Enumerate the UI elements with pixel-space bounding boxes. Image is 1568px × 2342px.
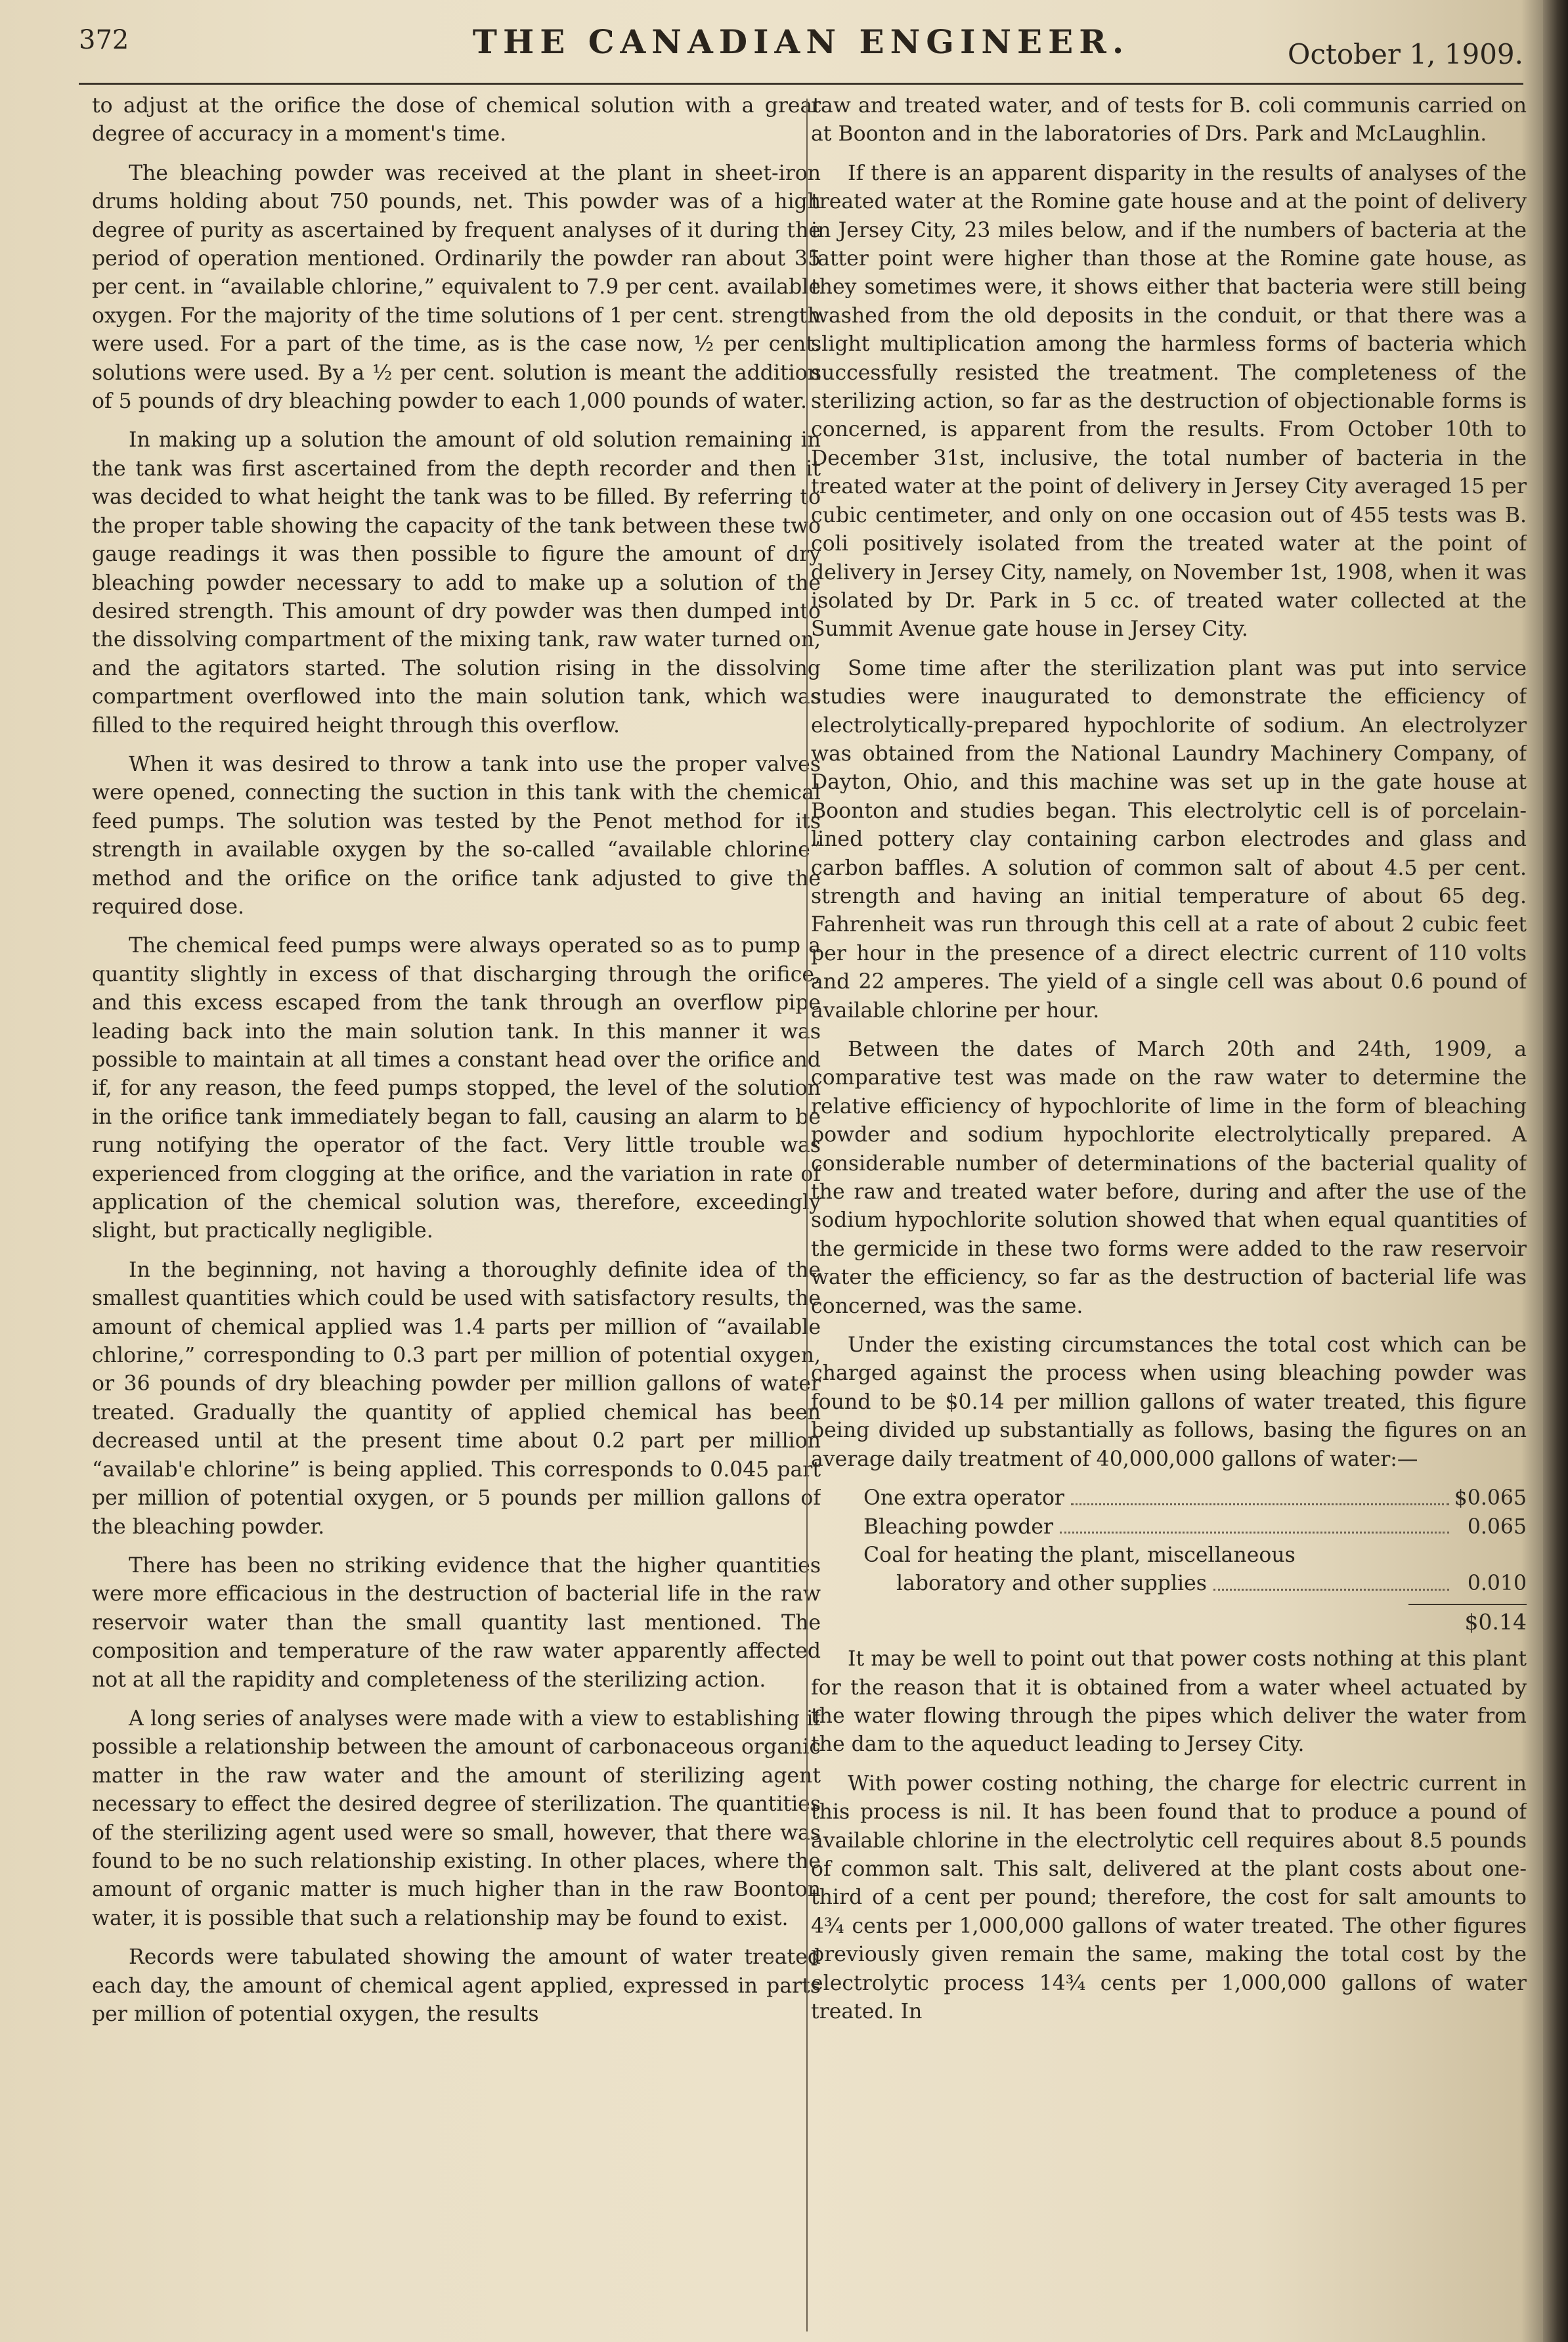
- paragraph: Under the existing circumstances the total cost which can be charged against the process when using bleaching powder was found to be $0.14 per million gallons of water treated, this figure being divided up substantially as follows, basing the figures on an average daily treatment of 40,000,000 gallons of water:—: [811, 1333, 1527, 1471]
- right-column: [811, 92, 1527, 2331]
- column-separator: [806, 99, 808, 2331]
- paragraph: A long series of analyses were made with a view to establishing if possible a relationship between the amount of carbonaceous organic matter in the raw water and the amount of sterilizing agent necessary to effect the desired degree of sterilization. The quantities of the sterilizing agent used were so small, however, that there was found to be no such relationship existing. In other places, where the amount of organic matter is much higher than in the raw Boonton water, it is possible that such a relationship may be found to exist.: [92, 1706, 821, 1930]
- paragraph: In making up a solution the amount of old solution remaining in the tank was first ascertained from the depth recorder and then it was decided to what height the tank was to be filled. By referring to the proper table showing the capacity of the tank between these two gauge readings it was then possible to figure the amount of dry bleaching powder necessary to add to make up a solution of the desired strength. This amount of dry powder was then dumped into the dissolving compartment of the mixing tank, raw water turned on, and the agitators started. The solution rising in the dissolving compartment overflowed into the main solution tank, which was filled to the required height through this overflow.: [92, 428, 821, 738]
- total-rule: [1408, 1604, 1527, 1605]
- cost-amount: $0.065: [1454, 1486, 1527, 1511]
- paragraph: raw and treated water, and of tests for B. coli communis carried on at Boonton and in the laboratories of Drs. Park and McLaughlin.: [811, 94, 1527, 146]
- paragraph: Between the dates of March 20th and 24th, 1909, a comparative test was made on the raw water to determine the relative efficiency of hypochlorite of lime in the form of bleaching powder and sodium hypochlorite electrolytically prepared. A considerable number of determinations of the bacterial quality of the raw and treated water before, during and after the use of the sodium hypochlorite solution showed that when equal quantities of the germicide in these two forms were added to the raw reservoir water the efficiency, so far as the destruction of bacterial life was concerned, was the same.: [811, 1038, 1527, 1318]
- cost-label: One extra operator: [863, 1486, 1064, 1511]
- cost-row: [811, 1541, 1527, 1570]
- header-rule: [79, 83, 1523, 85]
- cost-label: Coal for heating the plant, miscellaneous: [863, 1543, 1296, 1567]
- paragraph: There has been no striking evidence that the higher quantities were more efficacious in the destruction of bacterial life in the raw reservoir water than the small quantity last mentioned. The composition and temperature of the raw water apparently affected not at all the rapidity and completeness of the sterilizing action.: [92, 1553, 821, 1692]
- page-binding-shadow: [1543, 0, 1568, 2342]
- paragraph: It may be well to point out that power costs nothing at this plant for the reason that it is obtained from a water wheel actuated by the water flowing through the pipes which deliver the water from the dam to the aqueduct leading to Jersey City.: [811, 1647, 1527, 1757]
- paragraph: Some time after the sterilization plant was put into service studies were inaugurated to demonstrate the efficiency of electrolytically-prepared hypochlorite of sodium. An electrolyzer was obtained from the National Laundry Machinery Company, of Dayton, Ohio, and this machine was set up in the gate house at Boonton and studies began. This electrolytic cell is of porcelain-lined pottery clay containing carbon electrodes and glass and carbon baffles. A solution of common salt of about 4.5 per cent. strength and having an initial temperature of about 65 deg. Fahrenheit was run through this cell at a rate of about 2 cubic feet per hour in the presence of a direct electric current of 110 volts and 22 amperes. The yield of a single cell was about 0.6 pound of available chlorine per hour.: [811, 656, 1527, 1023]
- paragraph: With power costing nothing, the charge for electric current in this process is nil. It has been found that to produce a pound of available chlorine in the electrolytic cell requires about 8.5 pounds of common salt. This salt, delivered at the plant costs about one-third of a cent per pound; therefore, the cost for salt amounts to 4¾ cents per 1,000,000 gallons of water treated. The other figures previously given remain the same, making the total cost by the electrolytic process 14¾ cents per 1,000,000 gallons of water treated. In: [811, 1771, 1527, 2023]
- left-column: [92, 92, 821, 2331]
- dot-leader: [1071, 1503, 1449, 1505]
- cost-label: Bleaching powder: [863, 1514, 1054, 1539]
- cost-label-continued: laboratory and other supplies: [896, 1572, 1207, 1596]
- cost-row: [811, 1513, 1527, 1541]
- cost-row: [811, 1484, 1527, 1513]
- cost-amount: 0.065: [1467, 1514, 1527, 1539]
- paragraph: The chemical feed pumps were always operated so as to pump a quantity slightly in excess of that discharging through the orifice, and this excess escaped from the tank through an overflow pipe leading back into the main solution tank. In this manner it was possible to maintain at all times a constant head over the orifice and if, for any reason, the feed pumps stopped, the level of the solution in the orifice tank immediately began to fall, causing an alarm to be rung notifying the operator of the fact. Very little trouble was experienced from clogging at the orifice, and the variation in rate of application of the chemical solution was, therefore, exceedingly slight, but practically negligible.: [92, 934, 821, 1243]
- page-number: 372: [79, 25, 129, 55]
- cost-amount: 0.010: [1467, 1572, 1527, 1596]
- issue-date: October 1, 1909.: [1288, 38, 1523, 70]
- dot-leader: [1060, 1532, 1449, 1534]
- cost-total: $0.14: [1464, 1608, 1527, 1635]
- paragraph: to adjust at the orifice the dose of chemical solution with a great degree of accuracy in a moment's time.: [92, 94, 821, 146]
- paragraph: When it was desired to throw a tank into use the proper valves were opened, connecting the suction in this tank with the chemical feed pumps. The solution was tested by the Penot method for its strength in available oxygen by the so-called “available chlorine” method and the orifice on the orifice tank adjusted to give the required dose.: [92, 752, 821, 919]
- paragraph: The bleaching powder was received at the plant in sheet-iron drums holding about 750 pounds, net. This powder was of a high degree of purity as ascertained by frequent analyses of it during the period of operation mentioned. Ordinarily the powder ran about 35 per cent. in “available chlorine,” equivalent to 7.9 per cent. available oxygen. For the majority of the time solutions of 1 per cent. strength were used. For a part of the time, as is the case now, ½ per cent. solutions were used. By a ½ per cent. solution is meant the addition of 5 pounds of dry bleaching powder to each 1,000 pounds of water.: [92, 161, 821, 414]
- dot-leader: [1213, 1589, 1449, 1591]
- paragraph: If there is an apparent disparity in the results of analyses of the treated water at the Romine gate house and at the point of delivery in Jersey City, 23 miles below, and if the numbers of bacteria at the latter point were higher than those at the Romine gate house, as they sometimes were, it shows either that bacteria were still being washed from the old deposits in the conduit, or that there was a slight multiplication among the harmless forms of bacteria which successfully resisted the treatment. The completeness of the sterilizing action, so far as the destruction of objectionable forms is concerned, is apparent from the results. From October 10th to December 31st, inclusive, the total number of bacteria in the treated water at the point of delivery in Jersey City averaged 15 per cubic centimeter, and only on one occasion out of 455 tests was B. coli positively isolated from the treated water at the point of delivery in Jersey City, namely, on November 1st, 1908, when it was isolated by Dr. Park in 5 cc. of treated water collected at the Summit Avenue gate house in Jersey City.: [811, 161, 1527, 642]
- page-header: [79, 18, 1523, 77]
- paragraph: Records were tabulated showing the amount of water treated each day, the amount of chemical agent applied, expressed in parts per million of potential oxygen, the results: [92, 1945, 821, 2026]
- cost-table: [811, 1484, 1527, 1636]
- paragraph: In the beginning, not having a thoroughly definite idea of the smallest quantities which could be used with satisfactory results, the amount of chemical applied was 1.4 parts per million of “available chlorine,” corresponding to 0.3 part per million of potential oxygen, or 36 pounds of dry bleaching powder per million gallons of water treated. Gradually the quantity of applied chemical has been decreased until at the present time about 0.2 part per million “availab'e chlorine” is being applied. This corresponds to 0.045 part per million of potential oxygen, or 5 pounds per million gallons of the bleaching powder.: [92, 1258, 821, 1539]
- cost-row: [811, 1570, 1527, 1598]
- journal-title: THE CANADIAN ENGINEER.: [472, 22, 1130, 61]
